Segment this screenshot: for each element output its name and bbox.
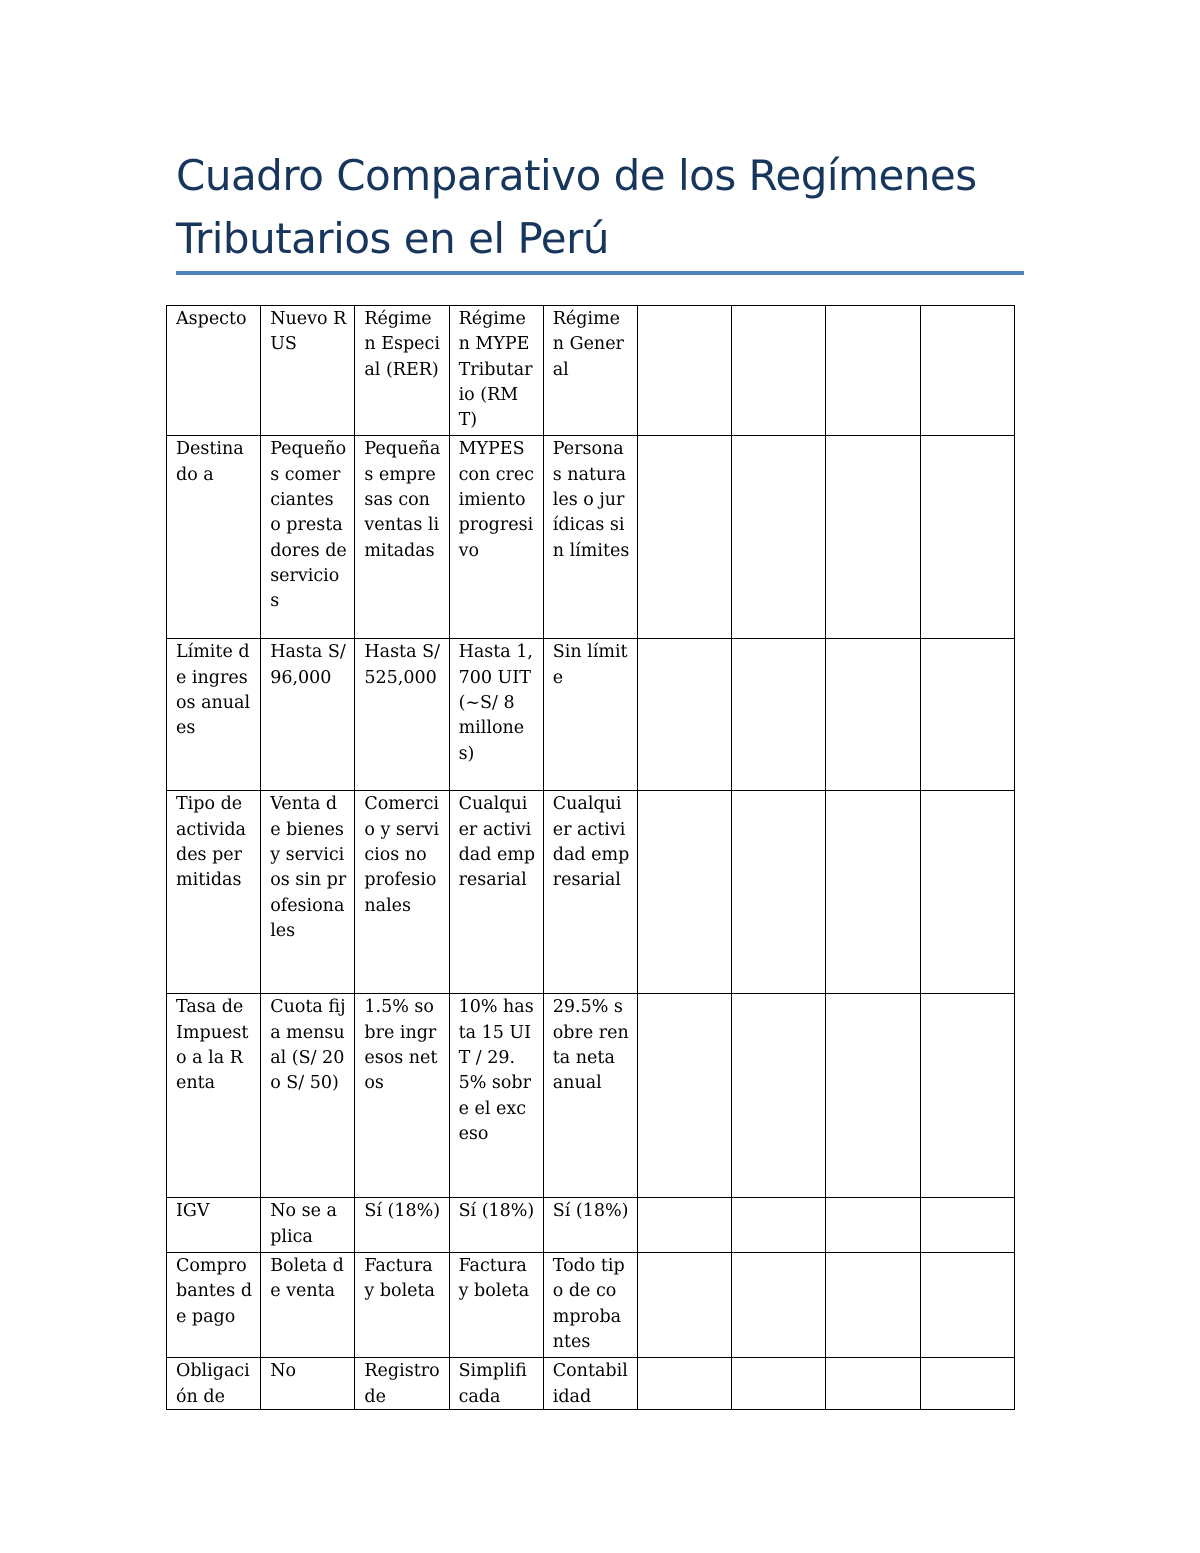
document-title: Cuadro Comparativo de los Regímenes Tributarios en el Perú (176, 151, 977, 263)
comparison-table (166, 305, 1015, 1410)
table-cell: Sí (18%) (449, 1198, 543, 1253)
empty-cell (732, 1198, 826, 1253)
empty-cell (826, 1198, 920, 1253)
table-cell: Boleta de venta (261, 1253, 355, 1358)
empty-cell (826, 436, 920, 639)
table-cell: Sí (18%) (543, 1198, 637, 1253)
empty-cell (826, 791, 920, 994)
empty-cell (637, 306, 731, 436)
table-cell: Cuota fija mensual (S/ 20 o S/ 50) (261, 994, 355, 1198)
table-cell: Sin límite (543, 639, 637, 791)
table-cell: Venta de bienes y servicios sin profesionales (261, 791, 355, 994)
table-cell: Comercio y servicios no profesionales (355, 791, 449, 994)
column-header-regimen-general: Régimen General (543, 306, 637, 436)
table-cell: 10% hasta 15 UIT / 29.5% sobre el exceso (449, 994, 543, 1198)
empty-cell (920, 1253, 1014, 1358)
table-cell (261, 1358, 355, 1410)
empty-cell (826, 306, 920, 436)
table-cell: Cualquier actividad empresarial (543, 791, 637, 994)
column-header-rer: Régimen Especial (RER) (355, 306, 449, 436)
table-cell (355, 1358, 449, 1410)
empty-cell (826, 1358, 920, 1410)
table-cell: Pequeños comerciantes o prestadores de servicios (261, 436, 355, 639)
column-header-rmt: Régimen MYPE Tributario (RMT) (449, 306, 543, 436)
title-underline (176, 271, 1024, 275)
empty-cell (732, 1253, 826, 1358)
empty-cell (637, 1198, 731, 1253)
cell-text: Simplificada (458, 1361, 527, 1407)
table-cell: Personas naturales o jurídicas sin límites (543, 436, 637, 639)
table-row (167, 1358, 1015, 1410)
empty-cell (732, 1358, 826, 1410)
table-cell: Pequeñas empresas con ventas limitadas (355, 436, 449, 639)
empty-cell (637, 1358, 731, 1410)
table-cell: Factura y boleta (355, 1253, 449, 1358)
table-row (167, 639, 1015, 791)
table-cell (543, 1358, 637, 1410)
table-cell: Hasta 1,700 UIT (~S/ 8 millones) (449, 639, 543, 791)
table-row (167, 791, 1015, 994)
empty-cell (826, 1253, 920, 1358)
cell-text: No (270, 1361, 297, 1382)
empty-cell (826, 639, 920, 791)
empty-cell (637, 1253, 731, 1358)
row-label-tipo-actividades: Tipo de actividades permitidas (167, 791, 261, 994)
row-label-destinado: Destinado a (167, 436, 261, 639)
table-cell: MYPES con crecimiento progresivo (449, 436, 543, 639)
table-cell: No se aplica (261, 1198, 355, 1253)
table-row (167, 994, 1015, 1198)
empty-cell (732, 994, 826, 1198)
empty-cell (732, 791, 826, 994)
cell-text: Registro de (364, 1361, 440, 1407)
empty-cell (732, 306, 826, 436)
cell-text: Contabilidad (552, 1361, 628, 1407)
table-row (167, 1253, 1015, 1358)
empty-cell (637, 639, 731, 791)
table-cell: Hasta S/ 96,000 (261, 639, 355, 791)
table-cell: Factura y boleta (449, 1253, 543, 1358)
table-row (167, 436, 1015, 639)
empty-cell (920, 994, 1014, 1198)
row-label-igv: IGV (167, 1198, 261, 1253)
table-cell: Sí (18%) (355, 1198, 449, 1253)
empty-cell (732, 436, 826, 639)
table-row (167, 1198, 1015, 1253)
empty-cell (920, 436, 1014, 639)
empty-cell (826, 994, 920, 1198)
column-header-nuevo-rus: Nuevo RUS (261, 306, 355, 436)
empty-cell (920, 639, 1014, 791)
row-label-limite-ingresos: Límite de ingresos anuales (167, 639, 261, 791)
empty-cell (637, 791, 731, 994)
table-cell (449, 1358, 543, 1410)
table-row-header (167, 306, 1015, 436)
row-label-comprobantes: Comprobantes de pago (167, 1253, 261, 1358)
empty-cell (920, 306, 1014, 436)
empty-cell (920, 1358, 1014, 1410)
empty-cell (732, 639, 826, 791)
table-cell: Todo tipo de comprobantes (543, 1253, 637, 1358)
cell-text: Obligación de (176, 1361, 250, 1407)
table-cell: 29.5% sobre renta neta anual (543, 994, 637, 1198)
row-label-obligacion (167, 1358, 261, 1410)
empty-cell (637, 994, 731, 1198)
row-label-tasa-impuesto: Tasa de Impuesto a la Renta (167, 994, 261, 1198)
empty-cell (637, 436, 731, 639)
table-cell: Cualquier actividad empresarial (449, 791, 543, 994)
table-cell: 1.5% sobre ingresos netos (355, 994, 449, 1198)
empty-cell (920, 1198, 1014, 1253)
row-label-aspecto: Aspecto (167, 306, 261, 436)
table-cell: Hasta S/ 525,000 (355, 639, 449, 791)
empty-cell (920, 791, 1014, 994)
